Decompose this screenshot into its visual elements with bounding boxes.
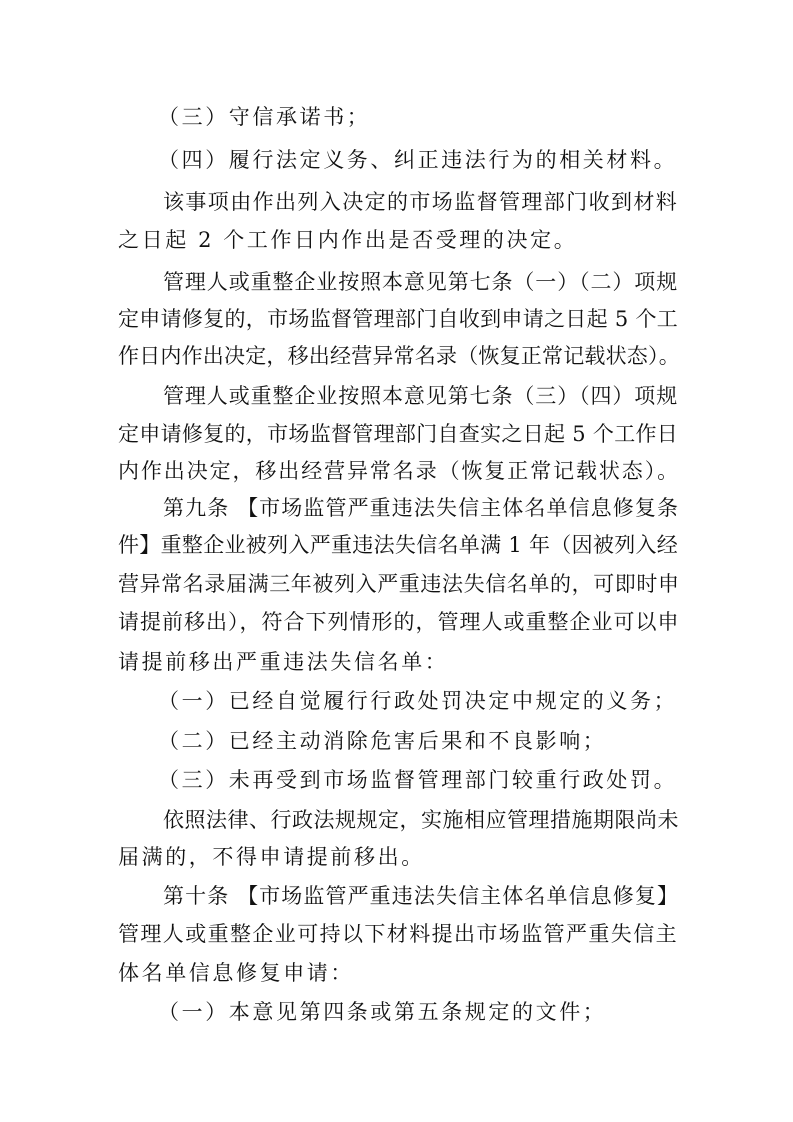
text-line: 管理人或重整企业按照本意见第七条（一）（二）项规: [163, 270, 679, 294]
text-line: 体名单信息修复申请：: [118, 961, 354, 985]
text-line: 请提前移出），符合下列情形的，管理人或重整企业可以申: [118, 610, 680, 634]
text-line: （三）未再受到市场监督管理部门较重行政处罚。: [158, 768, 678, 792]
text-line: （三）守信承诺书；: [158, 105, 371, 129]
text-line: 第九条 【市场监管严重违法失信主体名单信息修复条: [163, 496, 680, 520]
text-line: 请提前移出严重违法失信名单：: [118, 650, 449, 674]
text-line: 件】重整企业被列入严重违法失信名单满 1 年（因被列入经: [118, 533, 679, 557]
text-line: 管理人或重整企业按照本意见第七条（三）（四）项规: [163, 384, 679, 408]
text-line: 作日内作出决定，移出经营异常名录（恢复正常记载状态）。: [118, 344, 680, 368]
text-line: 营异常名录届满三年被列入严重违法失信名单的，可即时申: [118, 572, 680, 596]
text-line: 届满的，不得申请提前移出。: [118, 845, 425, 869]
text-line: 之日起 2 个工作日内作出是否受理的决定。: [118, 228, 578, 252]
text-line: 内作出决定，移出经营异常名录（恢复正常记载状态）。: [118, 459, 680, 483]
text-line: 该事项由作出列入决定的市场监督管理部门收到材料: [163, 190, 679, 214]
text-line: （四）履行法定义务、纠正违法行为的相关材料。: [158, 148, 678, 172]
text-line: 管理人或重整企业可持以下材料提出市场监管严重失信主: [118, 922, 678, 946]
text-line: （一）已经自觉履行行政处罚决定中规定的义务；: [158, 689, 678, 713]
text-line: 定申请修复的，市场监督管理部门自查实之日起 5 个工作日: [118, 422, 679, 446]
text-line: 定申请修复的，市场监督管理部门自收到申请之日起 5 个工: [118, 307, 679, 331]
text-line: 依照法律、行政法规规定，实施相应管理措施期限尚未: [163, 808, 679, 832]
text-line: 第十条 【市场监管严重违法失信主体名单信息修复】: [163, 884, 680, 908]
text-line: （一）本意见第四条或第五条规定的文件；: [158, 1000, 607, 1024]
text-line: （二）已经主动消除危害后果和不良影响；: [158, 729, 607, 753]
